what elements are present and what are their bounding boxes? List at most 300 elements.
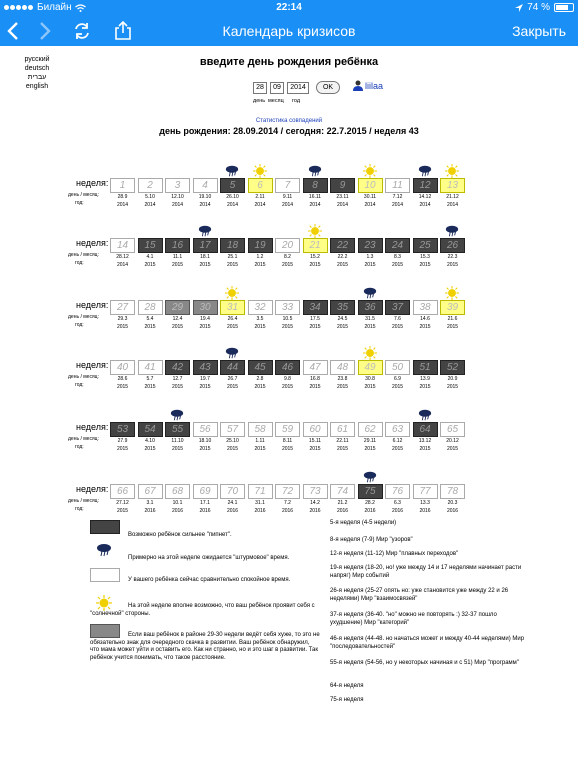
week-date-block [192,375,219,391]
week-date-block [219,315,246,331]
week-cell: 73 [303,484,328,499]
year-label: год: [75,444,84,450]
daymonth-label: день / месяц: [68,374,99,380]
week-date-block [109,253,136,269]
week-date: 15.2 [310,254,320,260]
year-label: год: [75,260,84,266]
week-year: 2015 [419,446,431,452]
week-cell: 45 [248,360,273,375]
week-date: 5.7 [146,376,154,382]
week-cell: 47 [303,360,328,375]
week-cell: 26 [440,238,465,253]
leap-item: 55-я неделя (54-56, но у некоторых начиная и с 51) Мир "программ" [330,660,519,666]
week-year: 2015 [281,384,294,390]
week-cell: 2 [138,178,163,193]
week-cell: 7 [275,178,300,193]
week-date-block [329,253,356,269]
year-label: год: [75,322,84,328]
week-date: 8.3 [394,254,401,260]
week-date: 18.10 [198,438,212,444]
week-year: 2015 [309,324,321,330]
week-date: 7.12 [392,194,403,200]
week-date-block [219,193,246,209]
week-date-block [329,375,356,391]
week-date-block [439,499,466,515]
week-year: 2016 [364,508,376,514]
week-cell: 49 [358,360,383,375]
week-cell: 36 [358,300,383,315]
week-date: 7.6 [394,316,401,322]
week-year: 2014 [391,202,404,208]
week-year: 2015 [309,384,321,390]
week-cell: 58 [248,422,273,437]
week-date: 29.11 [363,438,377,444]
week-year: 2015 [336,384,349,390]
leap-item: 8-я неделя (7-9) Мир "узоров" [330,537,413,543]
legend-swatch-dark [90,520,120,534]
week-date: 17.1 [200,500,210,506]
week-date: 9.11 [282,194,293,200]
week-date: 16.11 [308,194,322,200]
week-cell: 77 [413,484,438,499]
week-label: неделя: [76,178,109,188]
week-year: 2015 [446,384,459,390]
storm-cloud-icon [308,164,322,178]
week-cell: 54 [138,422,163,437]
week-date: 27.9 [117,438,128,444]
week-date-block [219,437,246,453]
battery-icon [554,3,574,12]
stats-link[interactable]: Статистика совпадений [255,118,323,124]
week-cell: 31 [220,300,245,315]
status-bar [0,0,578,16]
week-date-block [384,437,411,453]
sun-icon [363,346,377,360]
week-date: 9.8 [284,376,291,382]
week-date-block [247,193,274,209]
week-date: 8.11 [282,438,293,444]
week-date-block [164,193,191,209]
week-year: 2015 [391,324,404,330]
week-cell: 34 [303,300,328,315]
week-cell: 53 [110,422,135,437]
week-date-block [109,437,136,453]
user-link[interactable] [353,80,383,91]
week-date: 19.7 [200,376,210,382]
week-year: 2015 [336,324,349,330]
sun-icon [225,286,239,300]
daymonth-label: день / месяц: [68,498,99,504]
week-year: 2015 [254,262,266,268]
week-year: 2015 [254,324,266,330]
year-label: год: [75,200,84,206]
week-date: 8.2 [284,254,291,260]
week-date-block [164,253,191,269]
week-label: неделя: [76,238,109,248]
week-cell: 32 [248,300,273,315]
week-cell: 39 [440,300,465,315]
week-year: 2016 [281,508,294,514]
week-date-block [164,315,191,331]
week-year: 2015 [116,446,129,452]
week-date: 23.8 [337,376,348,382]
lang-hebrew[interactable]: עברית [27,74,47,81]
week-year: 2015 [171,262,184,268]
week-date-block [247,315,274,331]
leap-item: 5-я неделя (4-5 недели) [330,520,397,526]
week-date: 30.11 [363,194,377,200]
leap-item: 19-я неделя (18-20, но! уже между 14 и 17 неделями начинает расти напряг) Мир событий [330,565,522,579]
week-year: 2014 [116,202,129,208]
week-label: неделя: [76,422,109,432]
week-cell: 55 [165,422,190,437]
week-date: 3.1 [146,500,154,506]
week-cell: 3 [165,178,190,193]
week-year: 2015 [226,324,239,330]
week-year: 2016 [391,508,404,514]
week-date: 10.1 [172,500,183,506]
week-cell: 76 [385,484,410,499]
leap-item: 26-я неделя (25-27 опять но: уже становится уже между 22 и 26 неделями) Мир "взаимосвязей" [330,588,509,602]
week-year: 2015 [226,446,239,452]
sun-icon [445,286,459,300]
week-date-block [302,253,329,269]
week-cell: 27 [110,300,135,315]
week-date-block [357,499,384,515]
week-date: 29.3 [117,316,128,322]
leap-item: 75-я неделя [330,697,364,703]
week-year: 2015 [446,446,459,452]
week-date-block [302,375,329,391]
week-row [0,216,578,266]
lang-english[interactable]: english [25,83,49,90]
week-date-block [329,193,356,209]
status-time: 22:14 [276,2,302,13]
week-date-block [439,193,466,209]
week-date-block [384,315,411,331]
week-cell: 12 [413,178,438,193]
week-cell: 35 [330,300,355,315]
week-cell: 69 [193,484,218,499]
week-year: 2014 [309,202,321,208]
week-cell: 61 [330,422,355,437]
week-date-block [357,315,384,331]
week-year: 2015 [171,384,184,390]
week-date-block [384,253,411,269]
sun-icon [363,164,377,178]
week-year: 2014 [199,202,211,208]
week-date: 18.1 [200,254,210,260]
week-cell: 20 [275,238,300,253]
week-date-block [302,437,329,453]
week-row [0,462,578,512]
week-date-block [357,375,384,391]
week-date: 13.9 [420,376,430,382]
week-cell: 43 [193,360,218,375]
week-date-block [357,193,384,209]
week-cell: 29 [165,300,190,315]
week-date-block [412,193,439,209]
week-date-block [109,499,136,515]
week-year: 2015 [336,446,349,452]
week-label: неделя: [76,484,109,494]
week-cell: 44 [220,360,245,375]
daymonth-label: день / месяц: [68,192,99,198]
week-year: 2015 [309,446,321,452]
week-year: 2015 [391,262,404,268]
week-cell: 67 [138,484,163,499]
week-cell: 17 [193,238,218,253]
week-year: 2015 [199,384,211,390]
week-date-block [412,437,439,453]
week-row [0,156,578,206]
nav-bar [0,16,578,46]
leap-item: 64-я неделя [330,683,364,689]
week-date: 14.2 [310,500,320,506]
week-date: 26.7 [227,376,238,382]
week-date: 24.5 [337,316,348,322]
week-date: 15.11 [308,438,322,444]
week-cell: 24 [385,238,410,253]
week-date-block [247,253,274,269]
week-date: 19.10 [198,194,212,200]
storm-cloud-icon [225,164,239,178]
week-date-block [274,437,301,453]
week-year: 2015 [254,384,266,390]
week-row [0,278,578,328]
lang-german[interactable]: deutsch [24,65,50,72]
week-cell: 48 [330,360,355,375]
week-year: 2015 [254,446,266,452]
week-date: 31.5 [365,316,375,322]
week-year: 2015 [364,324,376,330]
week-year: 2016 [171,508,184,514]
week-cell: 21 [303,238,328,253]
week-date-block [137,437,164,453]
week-date-block [302,499,329,515]
sun-icon [445,164,459,178]
week-year: 2016 [419,508,431,514]
week-date: 27.12 [116,500,129,506]
week-year: 2015 [281,446,294,452]
week-date-block [274,499,301,515]
month-input[interactable]: 09 [270,82,284,94]
page-content [0,46,578,770]
week-year: 2015 [281,324,294,330]
week-cell: 1 [110,178,135,193]
week-date: 11.1 [172,254,183,260]
storm-cloud-icon [170,408,184,422]
ok-button[interactable]: OK [316,81,340,94]
week-cell: 41 [138,360,163,375]
week-year: 2015 [116,384,129,390]
week-year: 2015 [144,446,156,452]
week-date: 28.2 [365,500,375,506]
week-date: 5.4 [146,316,154,322]
week-year: 2014 [281,202,294,208]
week-year: 2015 [171,324,184,330]
week-cell: 6 [248,178,273,193]
week-cell: 59 [275,422,300,437]
week-date-block [439,375,466,391]
week-cell: 38 [413,300,438,315]
week-date-block [384,193,411,209]
sun-icon [253,164,267,178]
week-date-block [274,375,301,391]
week-cell: 15 [138,238,163,253]
week-year: 2016 [226,508,239,514]
week-cell: 65 [440,422,465,437]
week-cell: 30 [193,300,218,315]
week-year: 2014 [364,202,376,208]
week-year: 2016 [254,508,266,514]
week-cell: 8 [303,178,328,193]
lang-russian[interactable]: русский [24,56,50,63]
week-date: 19.4 [200,316,210,322]
week-date: 20.12 [446,438,459,444]
week-date: 22.3 [447,254,458,260]
week-date: 22.2 [337,254,348,260]
storm-cloud-icon [363,286,377,300]
week-date-block [302,315,329,331]
year-label: год: [75,382,84,388]
week-date-block [439,437,466,453]
week-cell: 40 [110,360,135,375]
week-year: 2015 [364,262,376,268]
legend-storm-text: Примерно на этой неделе ожидается "штурмовое" время. [128,555,290,561]
week-cell: 75 [358,484,383,499]
week-date: 12.4 [172,316,183,322]
week-cell: 33 [275,300,300,315]
week-cell: 64 [413,422,438,437]
week-year: 2014 [254,202,266,208]
week-year: 2014 [171,202,184,208]
week-date: 28.9 [117,194,128,200]
week-date: 25.1 [227,254,238,260]
storm-cloud-icon [96,542,112,558]
week-date-block [164,375,191,391]
week-year: 2015 [171,446,184,452]
week-date-block [192,499,219,515]
week-year: 2015 [419,324,431,330]
legend-calm-text: У вашего ребёнка сейчас сравнительно спокойное время. [128,577,291,583]
daymonth-label: день / месяц: [68,436,99,442]
week-date: 6.12 [392,438,403,444]
week-date: 16.8 [310,376,320,382]
week-cell: 66 [110,484,135,499]
week-cell: 63 [385,422,410,437]
week-year: 2014 [336,202,349,208]
week-year: 2015 [446,262,459,268]
week-date: 28.12 [116,254,129,260]
week-year: 2015 [391,446,404,452]
week-year: 2015 [116,324,129,330]
week-date: 6.9 [394,376,401,382]
week-date-block [137,193,164,209]
week-cell: 57 [220,422,245,437]
week-cell: 78 [440,484,465,499]
week-cell: 28 [138,300,163,315]
week-date-block [439,315,466,331]
week-year: 2014 [226,202,239,208]
week-year: 2015 [364,384,376,390]
week-date-block [109,375,136,391]
week-cell: 56 [193,422,218,437]
week-cell: 71 [248,484,273,499]
week-year: 2014 [116,262,129,268]
week-date-block [109,193,136,209]
week-date: 14.12 [418,194,432,200]
day-input[interactable]: 28 [253,82,267,94]
week-date-block [274,193,301,209]
week-year: 2016 [309,508,321,514]
week-date-block [439,253,466,269]
location-icon [515,4,523,12]
week-date: 12.7 [172,376,183,382]
year-input[interactable]: 2014 [287,82,309,94]
week-label: неделя: [76,360,109,370]
leap-item: 37-я неделя (36-40. "но" можно не повторять :) 32-37 пошло ухудшение) Мир "категорий" [330,612,497,626]
week-date-block [384,499,411,515]
battery-info [515,2,574,13]
week-year: 2015 [226,384,239,390]
month-label: месяц [268,98,284,104]
year-label: год: [75,506,84,512]
week-year: 2016 [199,508,211,514]
week-cell: 4 [193,178,218,193]
week-date-block [247,437,274,453]
nav-title: Календарь кризисов [222,23,356,39]
storm-cloud-icon [445,224,459,238]
week-date-block [329,315,356,331]
week-cell: 11 [385,178,410,193]
week-date: 21.2 [337,500,348,506]
week-date-block [219,499,246,515]
week-date-block [357,437,384,453]
week-year: 2015 [419,384,431,390]
birthday-summary: день рождения: 28.09.2014 / сегодня: 22.7.2015 / неделя 43 [159,126,419,136]
week-date: 10.5 [282,316,293,322]
week-year: 2015 [199,262,211,268]
week-date: 14.6 [420,316,430,322]
week-date-block [137,315,164,331]
week-year: 2015 [144,384,156,390]
week-date-block [247,375,274,391]
week-cell: 42 [165,360,190,375]
week-date: 31.1 [255,500,265,506]
week-date-block [219,375,246,391]
week-date: 4.1 [146,254,154,260]
week-date-block [192,315,219,331]
week-cell: 74 [330,484,355,499]
week-cell: 52 [440,360,465,375]
page-title: введите день рождения ребёнка [199,56,379,68]
week-date-block [329,499,356,515]
week-year: 2015 [419,262,431,268]
week-date: 22.11 [336,438,349,444]
week-cell: 22 [330,238,355,253]
week-date-block [109,315,136,331]
week-date-block [302,193,329,209]
week-year: 2015 [116,508,129,514]
week-date: 26.10 [226,194,239,200]
close-button[interactable]: Закрыть [512,23,566,39]
week-date: 4.10 [145,438,155,444]
week-date: 7.2 [284,500,291,506]
week-cell: 51 [413,360,438,375]
week-date-block [247,499,274,515]
week-date-block [274,315,301,331]
